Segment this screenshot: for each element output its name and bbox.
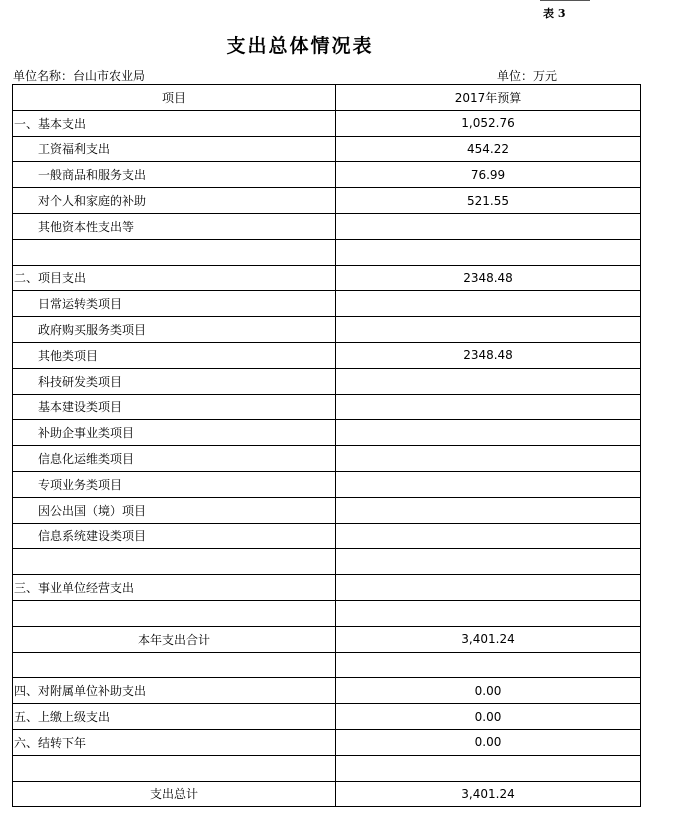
row-value: 0.00 bbox=[336, 729, 641, 755]
row-value bbox=[336, 652, 641, 678]
table-row bbox=[13, 136, 641, 162]
top-rule bbox=[540, 0, 590, 1]
table-row bbox=[13, 394, 641, 420]
expenditure-table bbox=[12, 84, 641, 807]
row-value bbox=[336, 471, 641, 497]
row-label bbox=[13, 600, 336, 626]
row-label: 补助企事业类项目 bbox=[13, 420, 336, 446]
row-label bbox=[13, 239, 336, 265]
table-row bbox=[13, 368, 641, 394]
row-value bbox=[336, 755, 641, 781]
row-label bbox=[13, 549, 336, 575]
row-label: 一、基本支出 bbox=[13, 110, 336, 136]
table-row bbox=[13, 781, 641, 807]
header-item: 项目 bbox=[13, 85, 336, 111]
row-value: 0.00 bbox=[336, 678, 641, 704]
row-label: 六、结转下年 bbox=[13, 729, 336, 755]
row-value: 0.00 bbox=[336, 704, 641, 730]
table-row bbox=[13, 549, 641, 575]
row-value: 521.55 bbox=[336, 188, 641, 214]
table-row bbox=[13, 162, 641, 188]
row-label: 日常运转类项目 bbox=[13, 291, 336, 317]
row-label: 三、事业单位经营支出 bbox=[13, 575, 336, 601]
table-row bbox=[13, 291, 641, 317]
row-value: 2348.48 bbox=[336, 342, 641, 368]
table-row bbox=[13, 446, 641, 472]
table-row bbox=[13, 317, 641, 343]
table-row bbox=[13, 678, 641, 704]
table-row bbox=[13, 110, 641, 136]
table-row bbox=[13, 239, 641, 265]
row-value: 454.22 bbox=[336, 136, 641, 162]
row-value: 1,052.76 bbox=[336, 110, 641, 136]
row-value: 3,401.24 bbox=[336, 781, 641, 807]
table-row bbox=[13, 704, 641, 730]
row-value: 2348.48 bbox=[336, 265, 641, 291]
row-label: 其他资本性支出等 bbox=[13, 213, 336, 239]
currency-unit: 单位：万元 bbox=[497, 69, 558, 83]
row-label: 专项业务类项目 bbox=[13, 471, 336, 497]
header-budget: 2017年预算 bbox=[336, 85, 641, 111]
table-row bbox=[13, 600, 641, 626]
row-value bbox=[336, 446, 641, 472]
row-label: 基本建设类项目 bbox=[13, 394, 336, 420]
row-label: 本年支出合计 bbox=[13, 626, 336, 652]
table-row bbox=[13, 420, 641, 446]
row-value bbox=[336, 317, 641, 343]
row-value: 3,401.24 bbox=[336, 626, 641, 652]
row-label bbox=[13, 755, 336, 781]
row-label: 二、项目支出 bbox=[13, 265, 336, 291]
row-value bbox=[336, 523, 641, 549]
row-label bbox=[13, 652, 336, 678]
table-row bbox=[13, 575, 641, 601]
row-value bbox=[336, 239, 641, 265]
row-label: 因公出国（境）项目 bbox=[13, 497, 336, 523]
row-value bbox=[336, 575, 641, 601]
table-row bbox=[13, 523, 641, 549]
table-row bbox=[13, 213, 641, 239]
row-label: 五、上缴上级支出 bbox=[13, 704, 336, 730]
row-label: 对个人和家庭的补助 bbox=[13, 188, 336, 214]
table-header-row bbox=[13, 85, 641, 111]
table-row bbox=[13, 471, 641, 497]
table-row bbox=[13, 188, 641, 214]
unit-name: 单位名称：台山市农业局 bbox=[13, 69, 146, 83]
table-row bbox=[13, 497, 641, 523]
row-value bbox=[336, 368, 641, 394]
table-row bbox=[13, 652, 641, 678]
table-row bbox=[13, 729, 641, 755]
row-value bbox=[336, 600, 641, 626]
row-label: 其他类项目 bbox=[13, 342, 336, 368]
row-label: 信息系统建设类项目 bbox=[13, 523, 336, 549]
table-row bbox=[13, 626, 641, 652]
page-title: 支出总体情况表 bbox=[226, 35, 374, 57]
row-label: 支出总计 bbox=[13, 781, 336, 807]
table-number: 表 3 bbox=[543, 7, 566, 20]
row-label: 政府购买服务类项目 bbox=[13, 317, 336, 343]
row-value bbox=[336, 420, 641, 446]
table-row bbox=[13, 265, 641, 291]
row-value bbox=[336, 549, 641, 575]
row-value: 76.99 bbox=[336, 162, 641, 188]
row-value bbox=[336, 394, 641, 420]
table-row bbox=[13, 342, 641, 368]
row-label: 科技研发类项目 bbox=[13, 368, 336, 394]
table-row bbox=[13, 755, 641, 781]
row-value bbox=[336, 213, 641, 239]
row-label: 一般商品和服务支出 bbox=[13, 162, 336, 188]
row-value bbox=[336, 497, 641, 523]
row-label: 信息化运维类项目 bbox=[13, 446, 336, 472]
row-label: 四、对附属单位补助支出 bbox=[13, 678, 336, 704]
row-label: 工资福利支出 bbox=[13, 136, 336, 162]
row-value bbox=[336, 291, 641, 317]
